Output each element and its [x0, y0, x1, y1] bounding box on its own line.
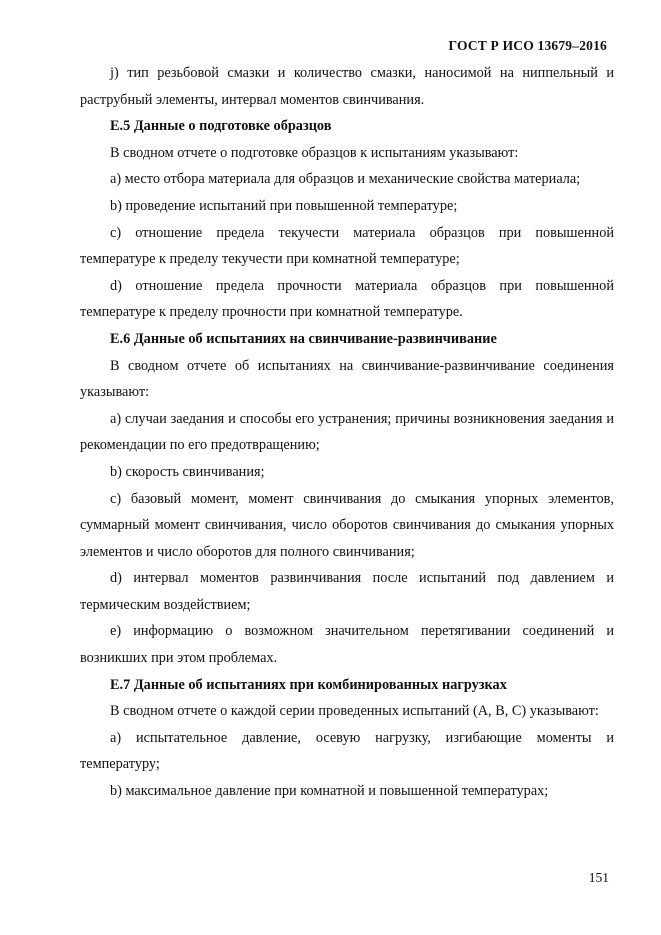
section-e6-item-c: с) базовый момент, момент свинчивания до смыкания упорных элементов, суммарный момент свинчивания, число оборотов свинчивания до смыкания упорных элементов и число оборотов для полного свинчивания; [80, 490, 614, 560]
section-e5-intro: В сводном отчете о подготовке образцов к испытаниям указывают: [110, 144, 519, 161]
document-body [80, 60, 614, 805]
section-e6-item-a: а) случаи заедания и способы его устранения; причины возникновения заедания и рекомендации по его предотвращению; [80, 410, 614, 454]
section-heading-e6: Е.6 Данные об испытаниях на свинчивание-развинчивание [110, 330, 497, 347]
section-heading-e7: Е.7 Данные об испытаниях при комбинированных нагрузках [110, 676, 507, 693]
section-e5-item-c: с) отношение предела текучести материала образцов при повышенной температуре к пределу текучести при комнатной температуре; [80, 224, 614, 268]
page-number: 151 [588, 870, 609, 885]
section-heading-e5: Е.5 Данные о подготовке образцов [110, 118, 332, 135]
section-e5-item-b: b) проведение испытаний при повышенной температуре; [110, 197, 458, 214]
section-e6-intro: В сводном отчете об испытаниях на свинчивание-развинчивание соединения указывают: [80, 357, 614, 401]
section-e6-item-e: е) информацию о возможном значительном перетягивании соединений и возникших при этом проблемах. [80, 623, 614, 667]
list-item-j: j) тип резьбовой смазки и количество смазки, наносимой на ниппельный и раструбный элементы, интервал моментов свинчивания. [80, 65, 614, 108]
section-e6-item-b: b) скорость свинчивания; [110, 463, 265, 480]
section-e6-item-d: d) интервал моментов развинчивания после испытаний под давлением и термическим воздействием; [80, 570, 614, 613]
section-e5-item-d: d) отношение предела прочности материала образцов при повышенной температуре к пределу прочности при комнатной температуре. [80, 277, 614, 321]
section-e7-item-b: b) максимальное давление при комнатной и повышенной температурах; [110, 783, 549, 800]
standard-code-header: ГОСТ Р ИСО 13679–2016 [448, 38, 607, 53]
section-e5-item-a: а) место отбора материала для образцов и механические свойства материала; [110, 171, 581, 188]
section-e7-intro: В сводном отчете о каждой серии проведенных испытаний (А, В, С) указывают: [110, 703, 599, 720]
section-e7-item-a: а) испытательное давление, осевую нагрузку, изгибающие моменты и температуру; [80, 729, 614, 773]
